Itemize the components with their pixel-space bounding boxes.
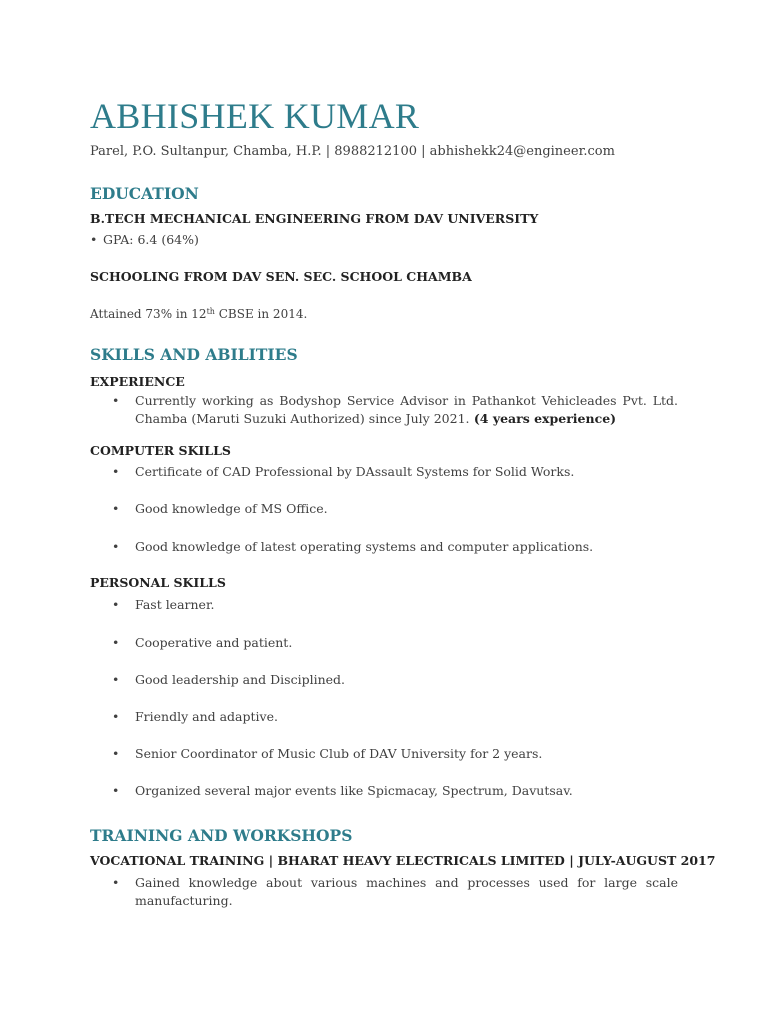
- personal-skills-heading: PERSONAL SKILLS: [90, 575, 226, 590]
- bullet-icon: •: [112, 709, 120, 724]
- attained-text-end: CBSE in 2014.: [214, 307, 308, 321]
- attained-line: [90, 307, 307, 321]
- experience-heading: EXPERIENCE: [90, 374, 185, 389]
- bullet-icon: •: [112, 597, 120, 612]
- bullet-icon: •: [112, 746, 120, 761]
- list-item-text: Friendly and adaptive.: [135, 709, 278, 724]
- schooling-heading: SCHOOLING FROM DAV SEN. SEC. SCHOOL CHAMBA: [90, 269, 472, 284]
- training-heading: VOCATIONAL TRAINING | BHARAT HEAVY ELECTRICALS LIMITED | JULY-AUGUST 2017: [90, 853, 716, 868]
- list-item-text: Cooperative and patient.: [135, 635, 293, 650]
- attained-superscript: th: [206, 307, 215, 316]
- list-item-text: Organized several major events like Spicmacay, Spectrum, Davutsav.: [135, 783, 573, 798]
- gpa-line: [90, 232, 199, 247]
- contact-info: Parel, P.O. Sultanpur, Chamba, H.P. | 8988212100 | abhishekk24@engineer.com: [90, 144, 615, 159]
- gpa-text: GPA: 6.4 (64%): [103, 232, 199, 247]
- list-item-text: Senior Coordinator of Music Club of DAV University for 2 years.: [135, 746, 543, 761]
- list-item-text: Certificate of CAD Professional by DAssault Systems for Solid Works.: [135, 464, 575, 479]
- training-title: TRAINING AND WORKSHOPS: [90, 826, 353, 845]
- education-title: EDUCATION: [90, 184, 199, 203]
- list-item-text: Gained knowledge about various machines and processes used for large scale manufacturing.: [135, 875, 678, 908]
- bullet-icon: •: [112, 875, 120, 890]
- list-item-text: Good leadership and Disciplined.: [135, 672, 346, 687]
- bullet-icon: •: [112, 783, 120, 798]
- attained-text: Attained 73% in 12: [90, 307, 207, 321]
- bullet-icon: •: [112, 539, 120, 554]
- experience-description: Currently working as Bodyshop Service Advisor in Pathankot Vehicleades Pvt. Ltd. Chamba (Maruti Suzuki Authorized) since July 2021.: [135, 393, 678, 426]
- bullet-icon: •: [90, 232, 98, 247]
- degree-heading: B.TECH MECHANICAL ENGINEERING FROM DAV UNIVERSITY: [90, 211, 539, 226]
- bullet-icon: •: [112, 501, 120, 516]
- list-item-text: Fast learner.: [135, 597, 215, 612]
- list-item-text: Good knowledge of MS Office.: [135, 501, 328, 516]
- bullet-icon: •: [112, 635, 120, 650]
- computer-skills-heading: COMPUTER SKILLS: [90, 443, 231, 458]
- bullet-icon: •: [112, 393, 120, 408]
- bullet-icon: •: [112, 464, 120, 479]
- bullet-icon: •: [112, 672, 120, 687]
- candidate-name: ABHISHEK KUMAR: [90, 96, 420, 136]
- list-item-text: Good knowledge of latest operating systems and computer applications.: [135, 539, 594, 554]
- experience-text: [135, 392, 678, 428]
- experience-years: (4 years experience): [469, 411, 617, 426]
- skills-title: SKILLS AND ABILITIES: [90, 345, 298, 364]
